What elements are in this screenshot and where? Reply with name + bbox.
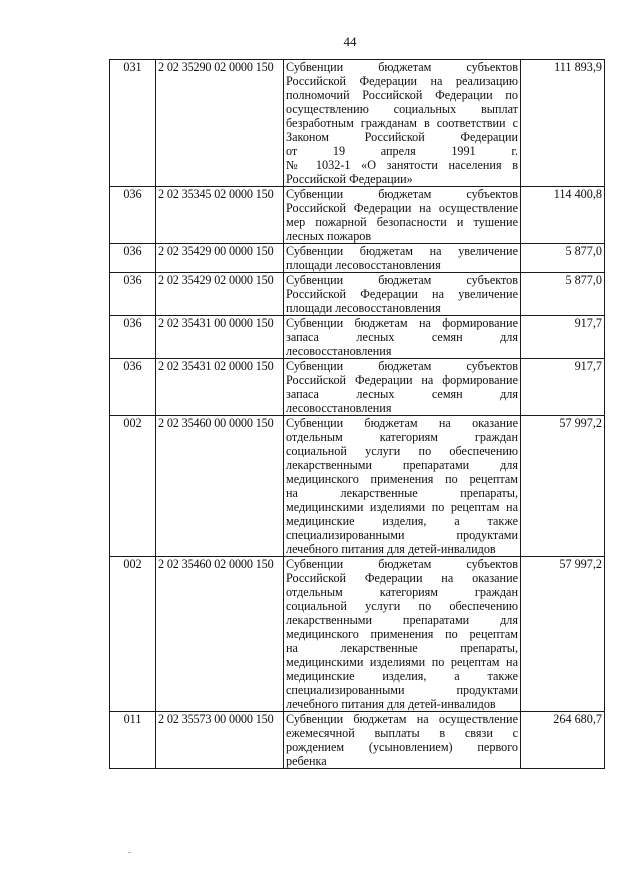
description-line: лечебного питания для детей-инвалидов <box>286 697 496 711</box>
admin-code-cell: 036 <box>110 273 156 316</box>
description-line: медицинскими изделиями по рецептам на <box>286 500 518 514</box>
description-line: площади лесовосстановления <box>286 301 441 315</box>
description-line: медицинского применения по рецептам <box>286 472 518 486</box>
admin-code-cell: 036 <box>110 187 156 244</box>
description-line: на лекарственные препараты, <box>286 641 518 655</box>
description-line: медицинскими изделиями по рецептам на <box>286 655 518 669</box>
description-line: лесных пожаров <box>286 229 372 243</box>
admin-code-cell: 031 <box>110 60 156 187</box>
description-cell <box>284 416 521 557</box>
table-row <box>110 316 605 359</box>
table-row <box>110 359 605 416</box>
description-line: лесовосстановления <box>286 401 392 415</box>
description-line: Субвенции бюджетам на увеличение <box>286 244 518 258</box>
description-line: Субвенции бюджетам субъектов <box>286 273 518 287</box>
description-line: № 1032-1 «О занятости населения в <box>286 158 518 172</box>
description-line: ежемесячной выплаты в связи с <box>286 726 518 740</box>
description-cell <box>284 60 521 187</box>
table-row <box>110 557 605 712</box>
admin-code-cell: 036 <box>110 244 156 273</box>
description-line: Субвенции бюджетам на оказание <box>286 416 518 430</box>
description-line: мер пожарной безопасности и тушение <box>286 215 518 229</box>
budget-classification-code-cell: 2 02 35460 00 0000 150 <box>156 416 284 557</box>
description-line: специализированными продуктами <box>286 528 518 542</box>
description-line: Субвенции бюджетам на формирование <box>286 316 518 330</box>
table-row <box>110 416 605 557</box>
description-line: Российской Федерации на осуществление <box>286 201 518 215</box>
description-cell <box>284 244 521 273</box>
admin-code-cell: 011 <box>110 712 156 769</box>
amount-cell: 5 877,0 <box>521 244 605 273</box>
scan-mark <box>128 852 131 853</box>
description-line: Субвенции бюджетам субъектов <box>286 187 518 201</box>
description-cell <box>284 316 521 359</box>
budget-classification-code-cell: 2 02 35345 02 0000 150 <box>156 187 284 244</box>
description-line: Российской Федерации на увеличение <box>286 287 518 301</box>
amount-cell: 5 877,0 <box>521 273 605 316</box>
description-line: социальной услуги по обеспечению <box>286 599 518 613</box>
description-line: лекарственными препаратами для <box>286 613 518 627</box>
description-line: Субвенции бюджетам субъектов <box>286 359 518 373</box>
description-line: на лекарственные препараты, <box>286 486 518 500</box>
table-row <box>110 244 605 273</box>
description-line: от 19 апреля 1991 г. <box>286 144 518 158</box>
description-line: запаса лесных семян для <box>286 330 518 344</box>
amount-cell: 917,7 <box>521 316 605 359</box>
budget-classification-code-cell: 2 02 35290 02 0000 150 <box>156 60 284 187</box>
description-line: отдельным категориям граждан <box>286 585 518 599</box>
description-line: безработным гражданам в соответствии с <box>286 116 518 130</box>
description-line: полномочий Российской Федерации по <box>286 88 518 102</box>
description-cell <box>284 359 521 416</box>
amount-cell: 917,7 <box>521 359 605 416</box>
description-line: рождением (усыновлением) первого <box>286 740 518 754</box>
description-line: Субвенции бюджетам субъектов <box>286 60 518 74</box>
description-line: Российской Федерации на оказание <box>286 571 518 585</box>
amount-cell: 57 997,2 <box>521 557 605 712</box>
budget-classification-code-cell: 2 02 35429 02 0000 150 <box>156 273 284 316</box>
description-line: социальной услуги по обеспечению <box>286 444 518 458</box>
admin-code-cell: 036 <box>110 316 156 359</box>
description-line: Российской Федерации на реализацию <box>286 74 518 88</box>
amount-cell: 264 680,7 <box>521 712 605 769</box>
description-line: Законом Российской Федерации <box>286 130 518 144</box>
table-row <box>110 187 605 244</box>
description-line: специализированными продуктами <box>286 683 518 697</box>
description-line: площади лесовосстановления <box>286 258 441 272</box>
description-line: осуществлению социальных выплат <box>286 102 518 116</box>
description-cell <box>284 712 521 769</box>
budget-classification-code-cell: 2 02 35573 00 0000 150 <box>156 712 284 769</box>
budget-table <box>109 59 605 769</box>
table-row <box>110 273 605 316</box>
description-line: Российской Федерации на формирование <box>286 373 518 387</box>
budget-classification-code-cell: 2 02 35460 02 0000 150 <box>156 557 284 712</box>
table-row <box>110 60 605 187</box>
amount-cell: 57 997,2 <box>521 416 605 557</box>
admin-code-cell: 002 <box>110 416 156 557</box>
budget-classification-code-cell: 2 02 35431 00 0000 150 <box>156 316 284 359</box>
description-line: Российской Федерации» <box>286 172 413 186</box>
description-line: медицинского применения по рецептам <box>286 627 518 641</box>
description-line: отдельным категориям граждан <box>286 430 518 444</box>
description-line: лечебного питания для детей-инвалидов <box>286 542 496 556</box>
admin-code-cell: 002 <box>110 557 156 712</box>
description-line: Субвенции бюджетам на осуществление <box>286 712 518 726</box>
page-number: 44 <box>343 34 357 49</box>
description-cell <box>284 273 521 316</box>
description-line: медицинские изделия, а также <box>286 514 518 528</box>
description-line: лекарственными препаратами для <box>286 458 518 472</box>
description-line: лесовосстановления <box>286 344 392 358</box>
description-line: медицинские изделия, а также <box>286 669 518 683</box>
description-cell <box>284 187 521 244</box>
description-line: Субвенции бюджетам субъектов <box>286 557 518 571</box>
amount-cell: 114 400,8 <box>521 187 605 244</box>
budget-classification-code-cell: 2 02 35429 00 0000 150 <box>156 244 284 273</box>
description-line: ребенка <box>286 754 327 768</box>
admin-code-cell: 036 <box>110 359 156 416</box>
table-row <box>110 712 605 769</box>
table-body <box>110 60 605 769</box>
budget-classification-code-cell: 2 02 35431 02 0000 150 <box>156 359 284 416</box>
description-line: запаса лесных семян для <box>286 387 518 401</box>
description-cell <box>284 557 521 712</box>
amount-cell: 111 893,9 <box>521 60 605 187</box>
